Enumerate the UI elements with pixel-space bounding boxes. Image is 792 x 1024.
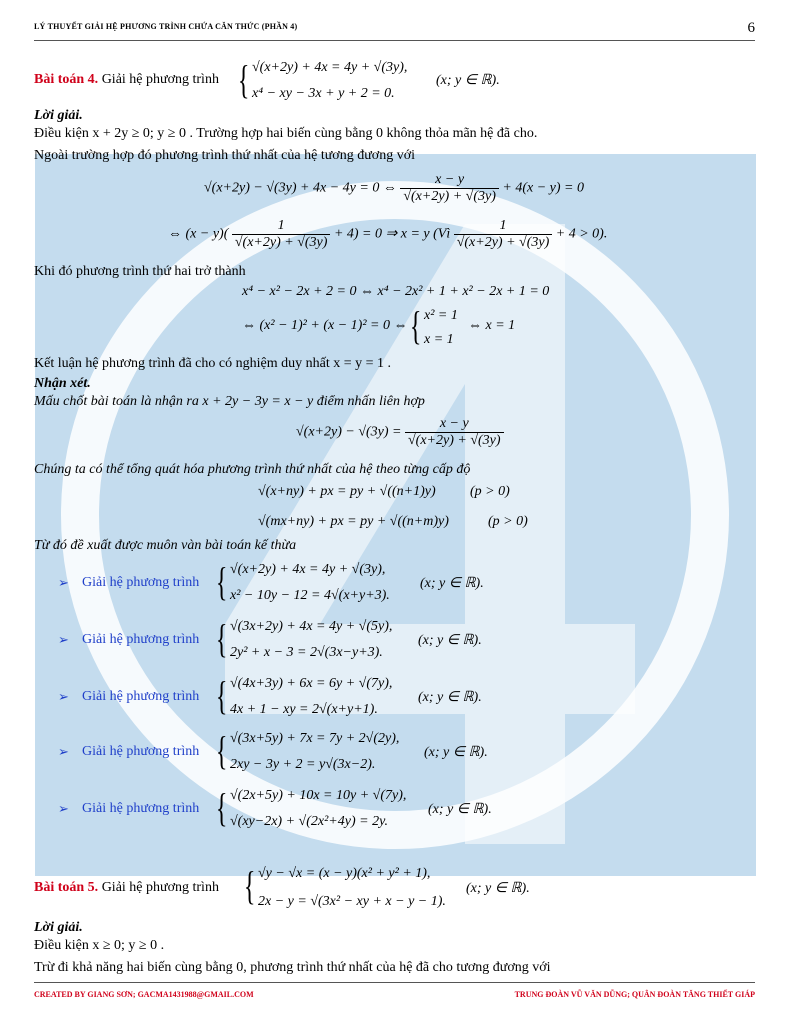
math-4-a: ⇔ (x² − 1)² + (x − 1)² = 0 ⇔ (242, 318, 408, 333)
exercise-eq1: √(4x+3y) + 6x = 6y + √(7y), (230, 676, 393, 691)
fraction (232, 218, 331, 251)
page-header-title: LÝ THUYẾT GIẢI HỆ PHƯƠNG TRÌNH CHỨA CĂN THỨC (PHẦN 4) (34, 22, 298, 31)
math-2-a: ⇔ (x − y)( (168, 226, 229, 242)
system-brace-icon: { (215, 616, 228, 661)
exercise-eq1: √(2x+5y) + 10x = 10y + √(7y), (230, 788, 407, 803)
remark-line1: Mấu chốt bài toán là nhận ra x + 2y − 3y = x − y điểm nhấn liên hợp (34, 394, 425, 409)
math-1-rhs: + 4(x − y) = 0 (502, 180, 584, 196)
generalization-2: √(mx+ny) + px = py + √((n+m)y) (258, 514, 449, 529)
exercise-eq1: √(3x+2y) + 4x = 4y + √(5y), (230, 619, 393, 634)
denominator: √(x+2y) + √(3y) (234, 235, 328, 250)
footer-left: CREATED BY GIANG SƠN; GACMA1431988@GMAIL.COM (34, 990, 254, 999)
numerator: x − y (400, 172, 499, 189)
solution-4-conclusion: Kết luận hệ phương trình đã cho có nghiệm duy nhất x = y = 1 . (34, 356, 391, 371)
math-2-b: + 4) = 0 ⇒ x = y (Vì (333, 226, 451, 242)
exercise-eq2: x² − 10y − 12 = 4√(x+y+3). (230, 588, 390, 603)
solution-4-math-1 (204, 172, 584, 205)
fraction (454, 218, 553, 251)
problem-4-eq1: √(x+2y) + 4x = 4y + √(3y), (252, 60, 408, 75)
fraction (400, 172, 499, 205)
generalization-2-condition: (p > 0) (488, 514, 528, 529)
problem-5-intro: Giải hệ phương trình (101, 880, 219, 895)
solution-4-math-4 (242, 318, 407, 334)
problem-4-domain: (x; y ∈ ℝ). (436, 73, 500, 88)
denominator: √(x+2y) + √(3y) (456, 235, 550, 250)
footer-divider (34, 982, 755, 983)
exercise-eq2: 2y² + x − 3 = 2√(3x−y+3). (230, 645, 383, 660)
arrow-bullet-icon: ➢ (58, 575, 69, 590)
solution-4-line3: Khi đó phương trình thứ hai trở thành (34, 264, 246, 279)
remark-line3: Từ đó đề xuất được muôn vàn bài toán kế thừa (34, 538, 297, 553)
arrow-bullet-icon: ➢ (58, 744, 69, 759)
generalization-1-condition: (p > 0) (470, 484, 510, 499)
solution-5-line1: Điều kiện x ≥ 0; y ≥ 0 . (34, 938, 165, 953)
footer-right: TRUNG ĐOÀN VŨ VĂN DŨNG; QUÂN ĐOÀN TĂNG THIẾT GIÁP (514, 990, 755, 999)
exercise-eq1: √(3x+5y) + 7x = 7y + 2√(2y), (230, 731, 400, 746)
header-divider (34, 40, 755, 41)
exercise-domain: (x; y ∈ ℝ). (420, 576, 484, 591)
exercise-domain: (x; y ∈ ℝ). (428, 802, 492, 817)
small-system-eq1: x² = 1 (424, 308, 458, 323)
exercise-eq2: √(xy−2x) + √(2x²+4y) = 2y. (230, 814, 389, 829)
exercise-domain: (x; y ∈ ℝ). (418, 633, 482, 648)
numerator: 1 (232, 218, 331, 235)
solution-4-math-4-end: ⇔ x = 1 (468, 318, 516, 333)
exercise-eq1: √(x+2y) + 4x = 4y + √(3y), (230, 562, 386, 577)
problem-5-domain: (x; y ∈ ℝ). (466, 881, 530, 896)
fraction (405, 416, 504, 449)
system-brace-icon: { (409, 303, 422, 348)
solution-4-title: Lời giải. (34, 108, 83, 123)
problem-4-label: Bài toán 4. (34, 72, 99, 87)
exercise-label: Giải hệ phương trình (82, 575, 200, 590)
arrow-bullet-icon: ➢ (58, 632, 69, 647)
exercise-label: Giải hệ phương trình (82, 801, 200, 816)
exercise-domain: (x; y ∈ ℝ). (424, 745, 488, 760)
arrow-bullet-icon: ➢ (58, 801, 69, 816)
problem-4-intro: Giải hệ phương trình (101, 72, 219, 87)
arrow-bullet-icon: ➢ (58, 689, 69, 704)
remark-math-1 (296, 416, 504, 449)
math-2-c: + 4 > 0). (555, 226, 608, 242)
remark-title: Nhận xét. (34, 376, 91, 391)
problem-5-statement (34, 880, 219, 896)
page-number: 6 (747, 20, 755, 36)
problem-5-label: Bài toán 5. (34, 880, 99, 895)
system-brace-icon: { (215, 673, 228, 718)
remark-line2: Chúng ta có thể tổng quát hóa phương trình thứ nhất của hệ theo từng cấp độ (34, 462, 471, 477)
system-brace-icon: { (243, 863, 256, 908)
problem-4-eq2: x⁴ − xy − 3x + y + 2 = 0. (252, 86, 395, 101)
system-brace-icon: { (215, 785, 228, 830)
denominator: √(x+2y) + √(3y) (408, 433, 501, 448)
solution-4-math-2 (168, 218, 607, 251)
small-system-eq2: x = 1 (424, 332, 454, 347)
exercise-eq2: 2xy − 3y + 2 = y√(3x−2). (230, 757, 376, 772)
solution-5-line2: Trừ đi khả năng hai biến cùng bằng 0, phương trình thứ nhất của hệ đã cho tương đương với (34, 960, 551, 975)
numerator: 1 (454, 218, 553, 235)
system-brace-icon: { (237, 57, 250, 102)
solution-4-line2: Ngoài trường hợp đó phương trình thứ nhất của hệ tương đương với (34, 148, 415, 163)
problem-5-eq2: 2x − y = √(3x² − xy + x − y − 1). (258, 894, 446, 909)
exercise-label: Giải hệ phương trình (82, 744, 200, 759)
solution-5-title: Lời giải. (34, 920, 83, 935)
problem-4-statement (34, 72, 219, 88)
solution-4-line1: Điều kiện x + 2y ≥ 0; y ≥ 0 . Trường hợp hai biến cùng bằng 0 không thỏa mãn hệ đã cho. (34, 126, 538, 141)
solution-4-math-3: x⁴ − x² − 2x + 2 = 0 ⇔ x⁴ − 2x² + 1 + x² − 2x + 1 = 0 (242, 284, 550, 299)
exercise-label: Giải hệ phương trình (82, 632, 200, 647)
exercise-eq2: 4x + 1 − xy = 2√(x+y+1). (230, 702, 378, 717)
denominator: √(x+2y) + √(3y) (403, 189, 496, 204)
math-1-lhs: √(x+2y) − √(3y) + 4x − 4y = 0 ⇔ (204, 180, 397, 196)
problem-5-eq1: √y − √x = (x − y)(x² + y² + 1), (258, 866, 431, 881)
system-brace-icon: { (215, 559, 228, 604)
generalization-1: √(x+ny) + px = py + √((n+1)y) (258, 484, 436, 499)
exercise-label: Giải hệ phương trình (82, 689, 200, 704)
remark-math-lhs: √(x+2y) − √(3y) = (296, 424, 402, 440)
numerator: x − y (405, 416, 504, 433)
exercise-domain: (x; y ∈ ℝ). (418, 690, 482, 705)
system-brace-icon: { (215, 728, 228, 773)
